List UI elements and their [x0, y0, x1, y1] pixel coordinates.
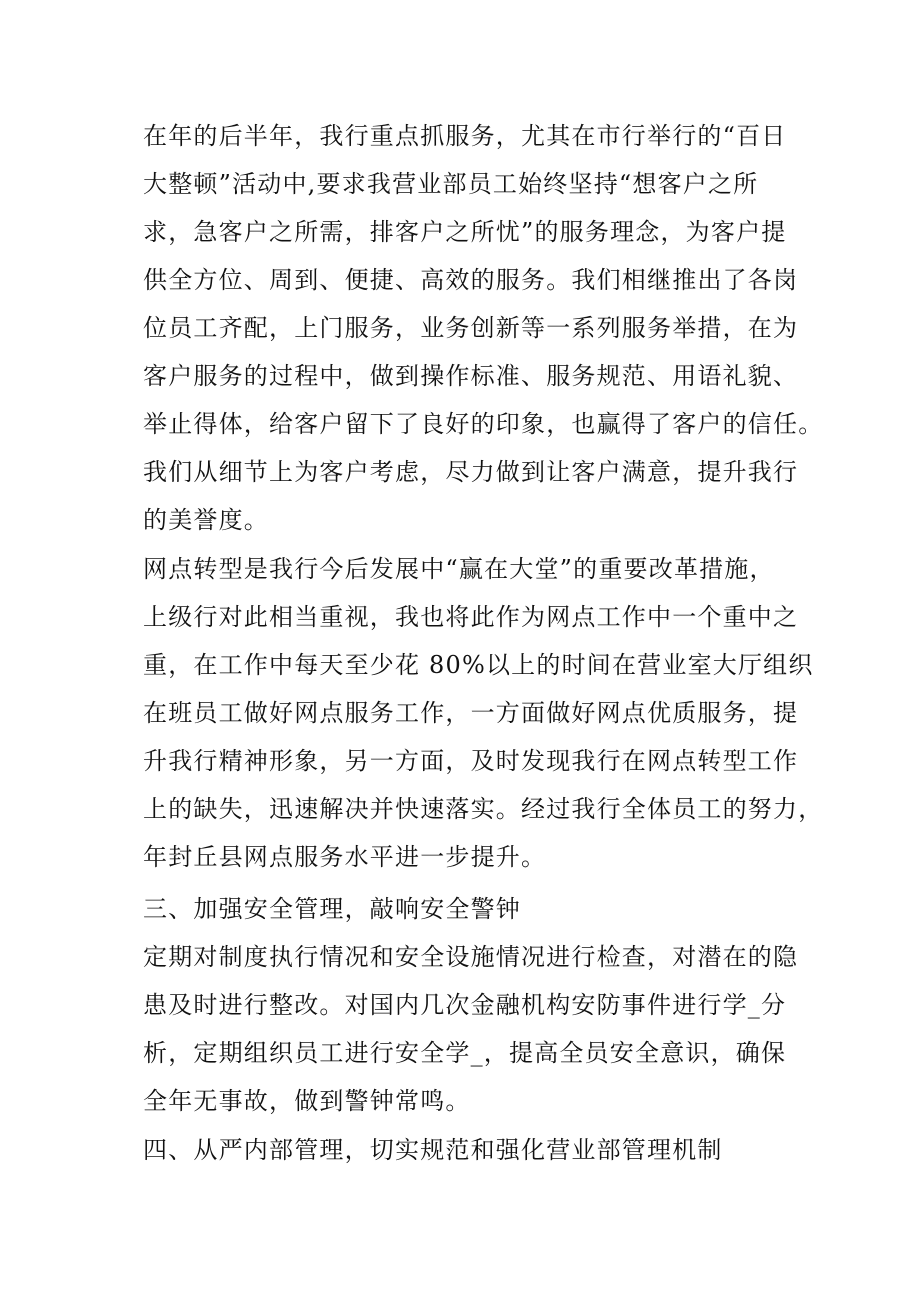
text-line: 的美誉度。 — [143, 506, 269, 534]
text-line: 上的缺失，迅速解决并快速落实。经过我行全体员工的努力， — [143, 795, 824, 823]
text-line: 析，定期组织员工进行安全学_，提高全员安全意识，确保 — [143, 1039, 787, 1067]
text-line: 举止得体，给客户留下了良好的印象，也赢得了客户的信任。 — [143, 410, 824, 438]
text-line: 我们从细节上为客户考虑，尽力做到让客户满意，提升我行 — [143, 458, 799, 486]
text-line: 求，急客户之所需，排客户之所忧”的服务理念，为客户提 — [143, 218, 787, 246]
text-line: 定期对制度执行情况和安全设施情况进行检查，对潜在的隐 — [143, 943, 799, 971]
text-line: 客户服务的过程中，做到操作标准、服务规范、用语礼貌、 — [143, 362, 799, 390]
text-line: 年封丘县网点服务水平进一步提升。 — [143, 843, 547, 871]
paragraph-safety — [143, 933, 799, 1125]
text-line: 全年无事故，做到警钟常鸣。 — [143, 1087, 471, 1115]
text-line: 位员工齐配，上门服务，业务创新等一系列服务举措，在为 — [143, 314, 799, 342]
paragraph-branch-transformation — [143, 545, 824, 881]
section-heading-safety — [143, 885, 783, 933]
text-line: 升我行精神形象，另一方面，及时发现我行在网点转型工作 — [143, 747, 799, 775]
text-line: 大整顿”活动中,要求我营业部员工始终坚持“想客户之所 — [143, 170, 759, 198]
heading-text: 三、加强安全管理，敲响安全警钟 — [143, 895, 521, 923]
text-line: 在年的后半年，我行重点抓服务，尤其在市行举行的“百日 — [143, 122, 787, 150]
text-line: 上级行对此相当重视，我也将此作为网点工作中一个重中之 — [143, 603, 799, 631]
paragraph-service — [143, 112, 824, 544]
text-line: 重，在工作中每天至少花 80%以上的时间在营业室大厅组织 — [143, 651, 814, 679]
text-line: 供全方位、周到、便捷、高效的服务。我们相继推出了各岗 — [143, 266, 799, 294]
text-line: 在班员工做好网点服务工作，一方面做好网点优质服务，提 — [143, 699, 799, 727]
text-line: 患及时进行整改。对国内几次金融机构安防事件进行学_分 — [143, 991, 787, 1019]
section-heading-internal-management — [143, 1126, 783, 1174]
heading-text: 四、从严内部管理，切实规范和强化营业部管理机制 — [143, 1136, 723, 1164]
text-line: 网点转型是我行今后发展中“赢在大堂”的重要改革措施， — [143, 555, 775, 583]
